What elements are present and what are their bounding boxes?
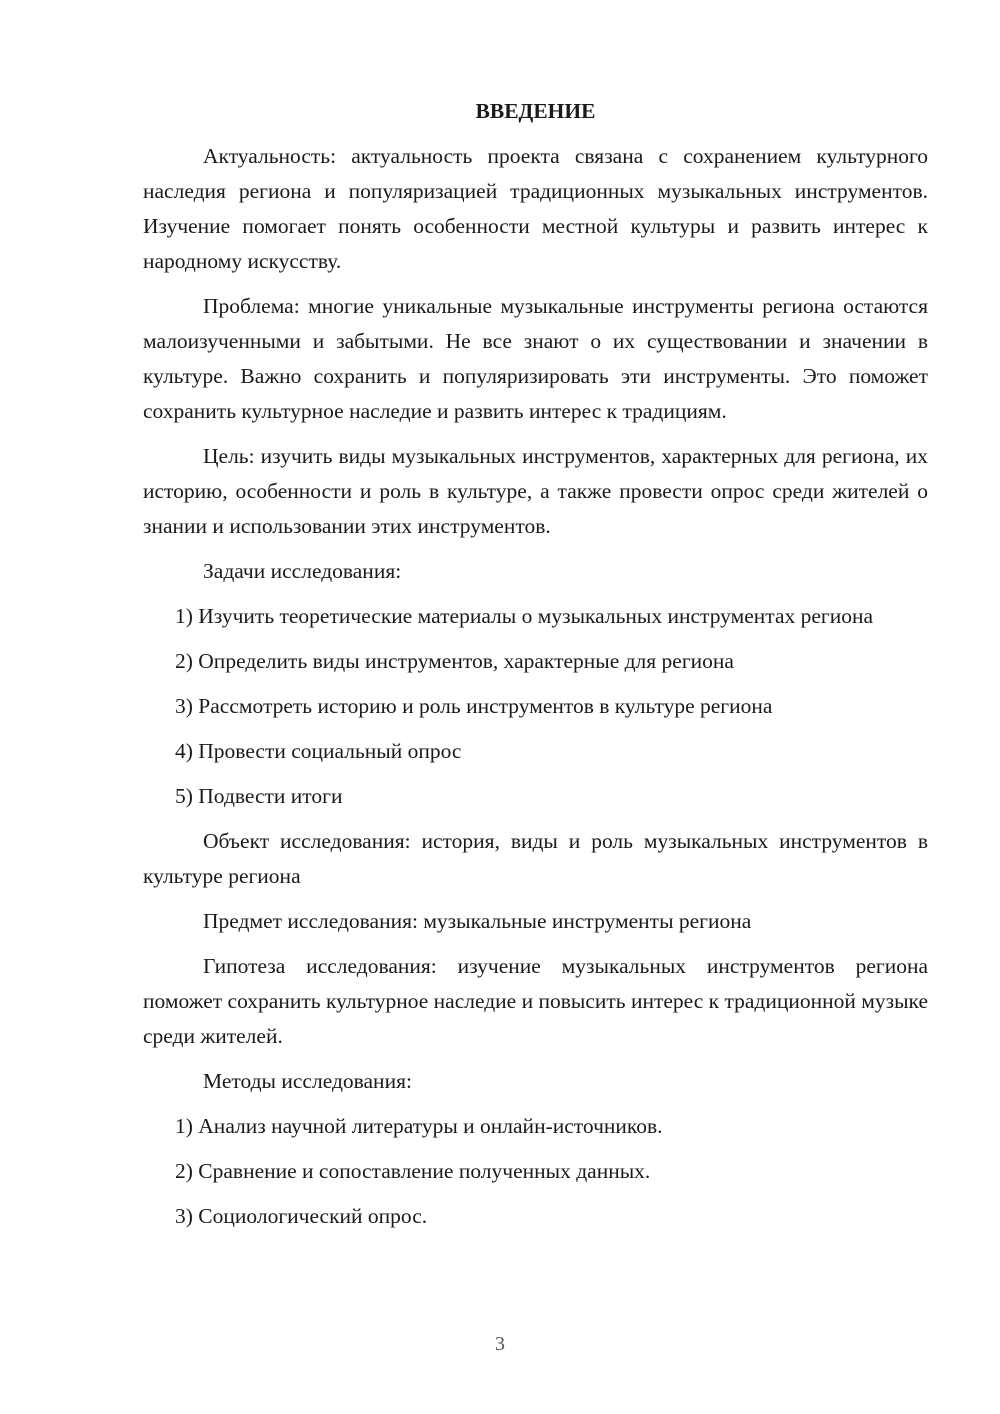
document-page xyxy=(143,94,928,1244)
section-title: ВВЕДЕНИЕ xyxy=(475,99,596,123)
hypothesis-paragraph: Гипотеза исследования: изучение музыкальных инструментов региона поможет сохранить культурное наследие и повысить интерес к традиционной музыке среди жителей. xyxy=(143,954,929,1048)
task-item: 5) Подвести итоги xyxy=(175,784,343,808)
problem-paragraph: Проблема: многие уникальные музыкальные инструменты региона остаются малоизученными и забытыми. Не все знают о их существовании и значении в культуре. Важно сохранить и популяризировать эти инструменты. Это поможет сохранить культурное наследие и развить интерес к традициям. xyxy=(143,294,928,423)
method-item: 3) Социологический опрос. xyxy=(175,1204,428,1228)
methods-heading: Методы исследования: xyxy=(203,1069,412,1093)
relevance-paragraph: Актуальность: актуальность проекта связана с сохранением культурного наследия региона и популяризацией традиционных музыкальных инструментов. Изучение помогает понять особенности местной культуры и развить интерес к народному искусству. xyxy=(143,144,928,273)
method-item: 1) Анализ научной литературы и онлайн-источников. xyxy=(175,1114,663,1138)
subject-paragraph: Предмет исследования: музыкальные инструменты региона xyxy=(203,909,752,933)
object-paragraph: Объект исследования: история, виды и роль музыкальных инструментов в культуре региона xyxy=(143,829,928,888)
task-item: 1) Изучить теоретические материалы о музыкальных инструментах региона xyxy=(175,604,874,628)
task-item: 3) Рассмотреть историю и роль инструментов в культуре региона xyxy=(175,694,773,718)
task-item: 4) Провести социальный опрос xyxy=(175,739,462,763)
goal-paragraph: Цель: изучить виды музыкальных инструментов, характерных для региона, их историю, особенности и роль в культуре, а также провести опрос среди жителей о знании и использовании этих инструментов. xyxy=(143,444,928,538)
tasks-heading: Задачи исследования: xyxy=(203,559,402,583)
page-number: 3 xyxy=(495,1333,505,1355)
task-item: 2) Определить виды инструментов, характерные для региона xyxy=(175,649,734,673)
method-item: 2) Сравнение и сопоставление полученных данных. xyxy=(175,1159,651,1183)
